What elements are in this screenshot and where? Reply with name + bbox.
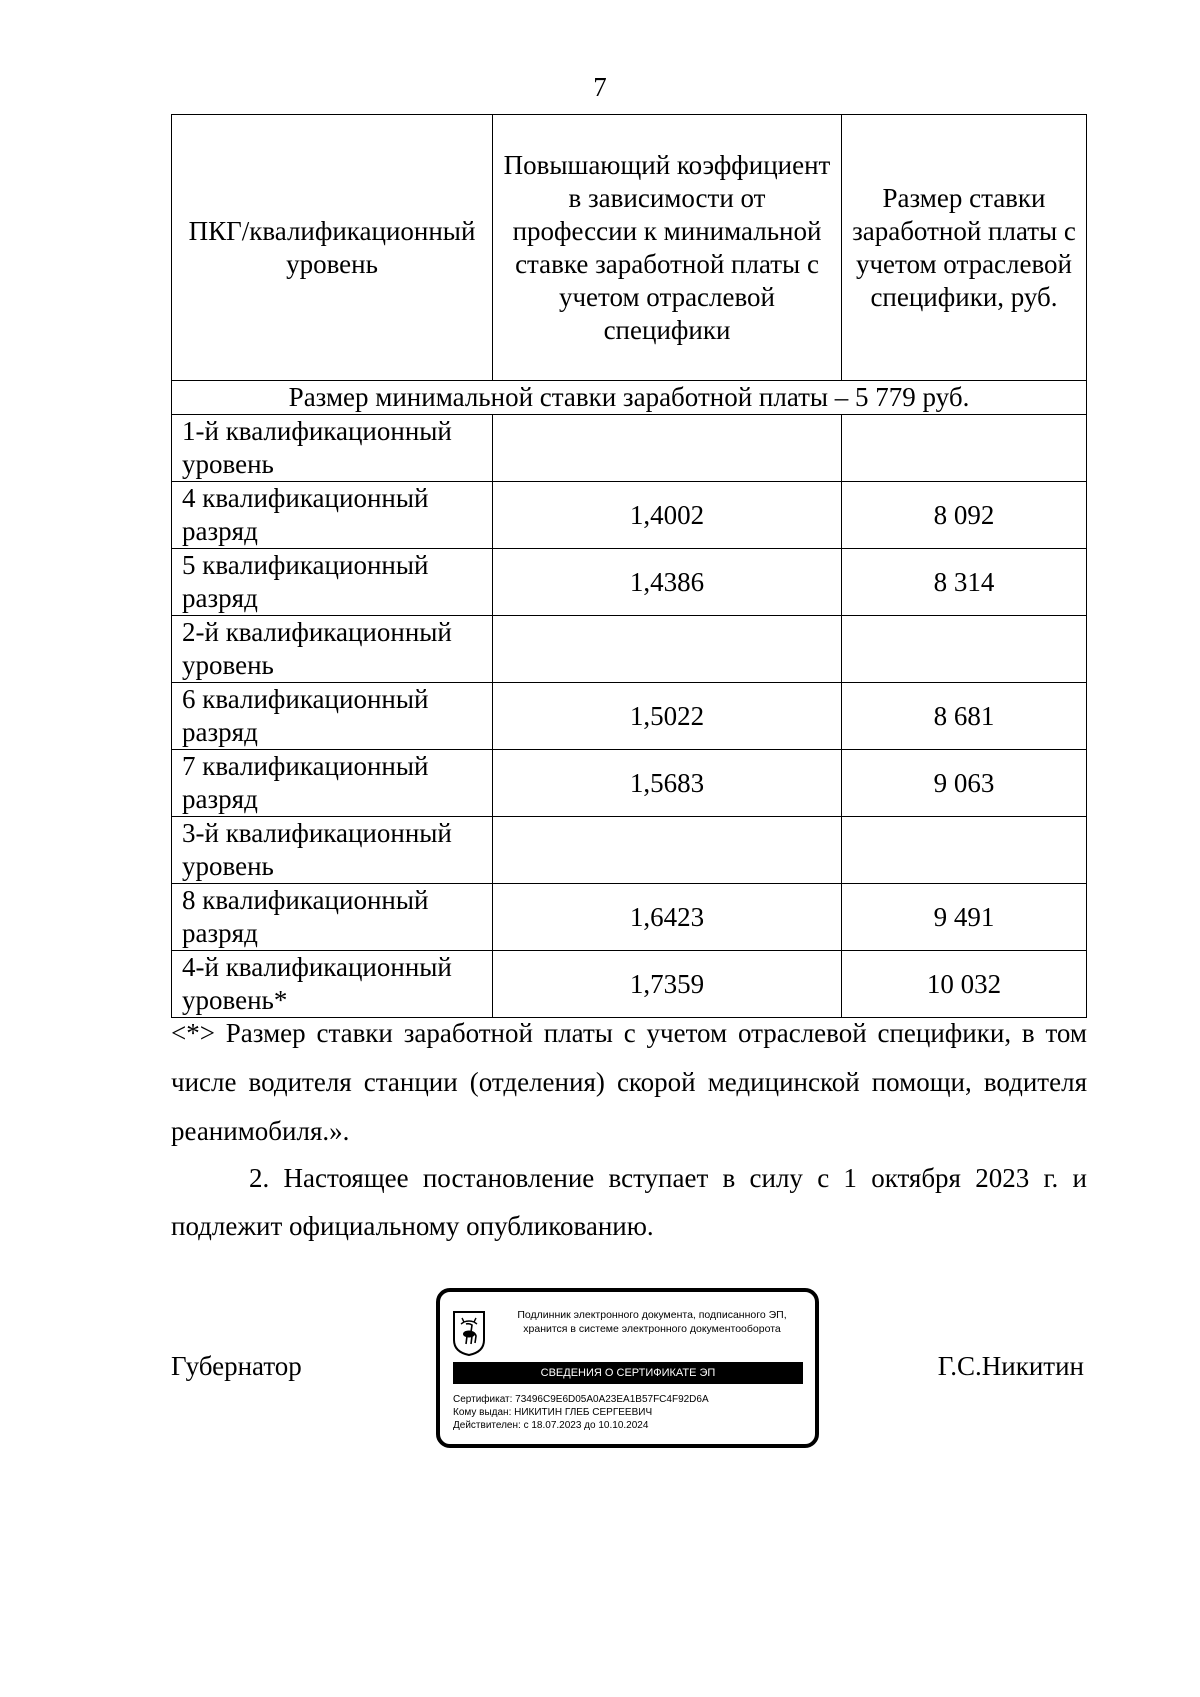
row-coefficient: 1,6423 (493, 884, 842, 951)
row-coefficient: 1,5683 (493, 750, 842, 817)
table-row (172, 482, 1087, 549)
row-label: 5 квалификационный разряд (172, 549, 493, 616)
row-label: 1-й квалификационный уровень (172, 415, 493, 482)
row-rate (842, 415, 1087, 482)
effective-date-paragraph: 2. Настоящее постановление вступает в силу с 1 октября 2023 г. и подлежит официальному опубликованию. (171, 1163, 1087, 1241)
table-row (172, 750, 1087, 817)
deer-emblem-icon (452, 1310, 486, 1356)
header-rate: Размер ставки заработной платы с учетом отраслевой специфики, руб. (842, 115, 1087, 381)
row-label: 6 квалификационный разряд (172, 683, 493, 750)
header-coefficient: Повышающий коэффициент в зависимости от профессии к минимальной ставке заработной платы с учетом отраслевой специфики (493, 115, 842, 381)
row-rate: 8 681 (842, 683, 1087, 750)
row-label: 3-й квалификационный уровень (172, 817, 493, 884)
stamp-header-line: Подлинник электронного документа, подписанного ЭП, (517, 1309, 787, 1321)
stamp-certificate-bar: СВЕДЕНИЯ О СЕРТИФИКАТЕ ЭП (453, 1362, 803, 1384)
row-label: 8 квалификационный разряд (172, 884, 493, 951)
row-label: 4 квалификационный разряд (172, 482, 493, 549)
page-number: 7 (593, 72, 607, 102)
row-rate (842, 817, 1087, 884)
row-coefficient: 1,5022 (493, 683, 842, 750)
salary-table (171, 114, 1087, 1018)
row-coefficient (493, 817, 842, 884)
table-row (172, 549, 1087, 616)
row-label: 2-й квалификационный уровень (172, 616, 493, 683)
table-row (172, 951, 1087, 1018)
signatory-name: Г.С.Никитин (937, 1351, 1084, 1381)
table-row (172, 683, 1087, 750)
min-rate-row (172, 381, 1087, 415)
row-rate: 10 032 (842, 951, 1087, 1018)
stamp-validity: Действителен: с 18.07.2023 до 10.10.2024 (453, 1420, 649, 1431)
header-qualification: ПКГ/квалификационный уровень (172, 115, 493, 381)
row-label: 4-й квалификационный уровень* (172, 951, 493, 1018)
table-footnote: <*> Размер ставки заработной платы с учетом отраслевой специфики, в том числе водителя станции (отделения) скорой медицинской помощи, водителя реанимобиля.». (171, 1018, 1087, 1146)
row-coefficient (493, 616, 842, 683)
table-row (172, 817, 1087, 884)
stamp-header-line: хранится в системе электронного документооборота (523, 1323, 781, 1335)
row-rate: 9 063 (842, 750, 1087, 817)
row-coefficient: 1,7359 (493, 951, 842, 1018)
stamp-issued-to: Кому выдан: НИКИТИН ГЛЕБ СЕРГЕЕВИЧ (453, 1407, 653, 1418)
table-row (172, 884, 1087, 951)
table-row (172, 616, 1087, 683)
min-rate-text: Размер минимальной ставки заработной платы – 5 779 руб. (172, 381, 1087, 415)
stamp-certificate-number: Сертификат: 73496C9E6D05A0A23EA1B57FC4F92D6A (453, 1394, 709, 1405)
row-coefficient: 1,4386 (493, 549, 842, 616)
row-rate: 9 491 (842, 884, 1087, 951)
table-header-row (172, 115, 1087, 381)
row-coefficient: 1,4002 (493, 482, 842, 549)
table-row (172, 415, 1087, 482)
signatory-title: Губернатор (171, 1351, 302, 1381)
row-rate: 8 092 (842, 482, 1087, 549)
row-rate: 8 314 (842, 549, 1087, 616)
stamp-header (492, 1308, 812, 1336)
electronic-signature-stamp (436, 1288, 819, 1448)
row-coefficient (493, 415, 842, 482)
row-label: 7 квалификационный разряд (172, 750, 493, 817)
row-rate (842, 616, 1087, 683)
